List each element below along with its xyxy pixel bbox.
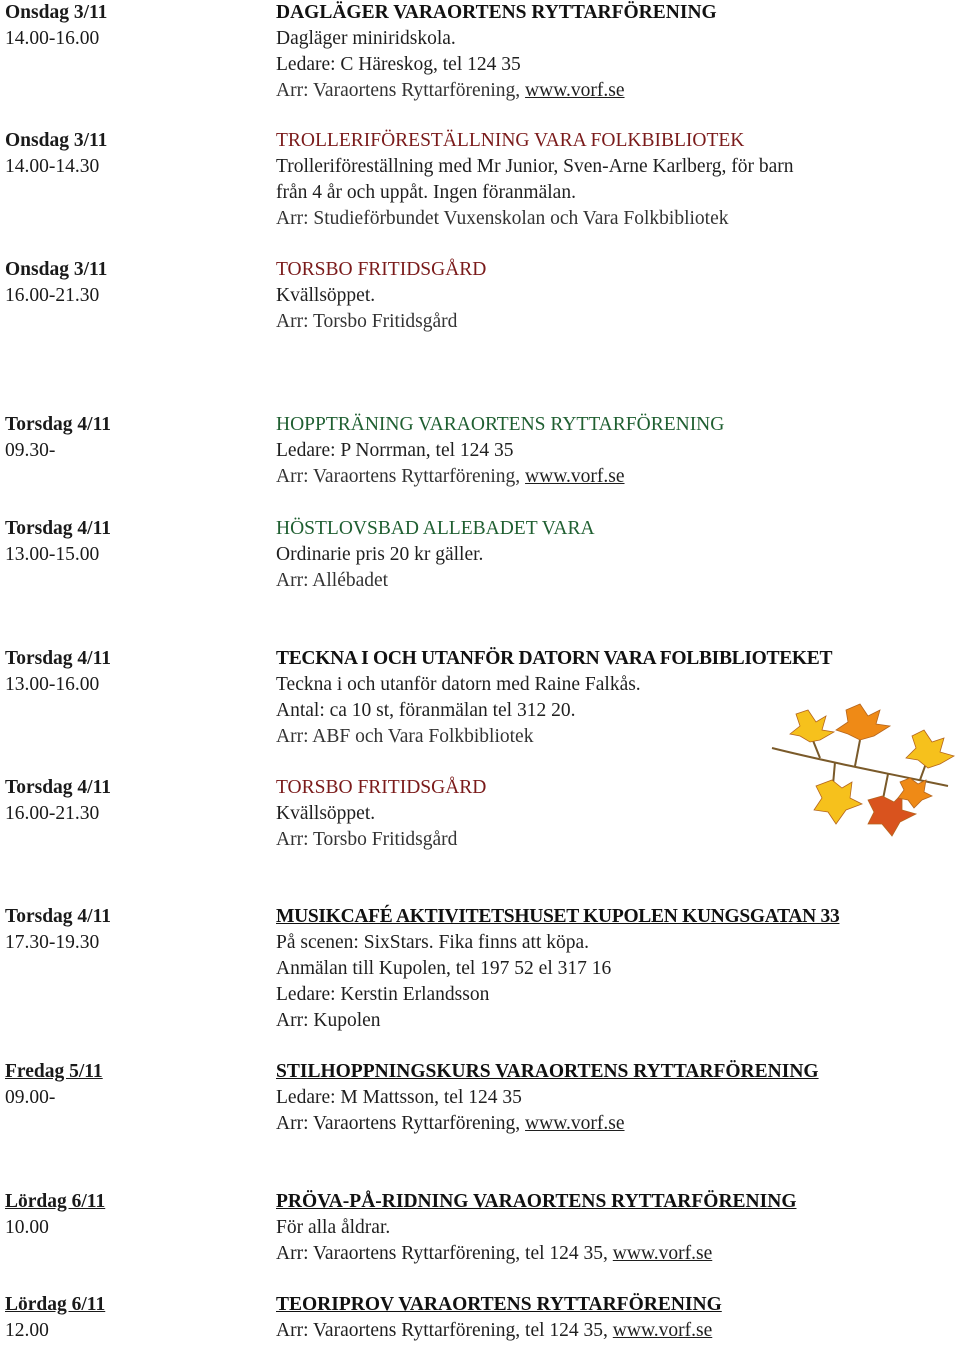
website-link[interactable]: www.vorf.se [612, 1320, 713, 1341]
event-title: TROLLERIFÖRESTÄLLNING VARA FOLKBIBLIOTEK [276, 130, 745, 151]
event-content [276, 516, 960, 594]
event-line: Arr: ABF och Vara Folkbibliotek [276, 726, 534, 747]
event-line: Dagläger miniridskola. [276, 28, 456, 49]
event-line-text: Arr: Varaortens Ryttarförening, tel 124 35, [276, 1243, 613, 1264]
event-time: 09.30- [5, 440, 56, 461]
event-time: 13.00-16.00 [5, 674, 100, 695]
event-line: Kvällsöppet. [276, 803, 376, 824]
event-time: 16.00-21.30 [5, 285, 100, 306]
event-line: från 4 år och uppåt. Ingen föranmälan. [276, 182, 576, 203]
event-line: Ledare: Kerstin Erlandsson [276, 984, 490, 1005]
event-line: På scenen: SixStars. Fika finns att köpa. [276, 932, 590, 953]
event-title: DAGLÄGER VARAORTENS RYTTARFÖRENING [276, 2, 717, 23]
event-title: TECKNA I OCH UTANFÖR DATORN VARA FOLBIBLIOTEKET [276, 648, 833, 669]
event-day: Torsdag 4/11 [5, 518, 112, 539]
leaf [790, 710, 834, 742]
event-line: Arr: Studieförbundet Vuxenskolan och Vara Folkbibliotek [276, 208, 729, 229]
event-line [276, 1111, 960, 1137]
event-time: 09.00- [5, 1087, 56, 1108]
event-time: 16.00-21.30 [5, 803, 100, 824]
event-time: 14.00-14.30 [5, 156, 100, 177]
website-link[interactable]: www.vorf.se [525, 1113, 625, 1134]
event-content [276, 128, 960, 232]
event-time: 12.00 [5, 1320, 49, 1341]
event-line-text: Arr: Varaortens Ryttarförening, [276, 1113, 526, 1134]
event-title: HOPPTRÄNING VARAORTENS RYTTARFÖRENING [276, 414, 725, 435]
event-line: Ledare: C Häreskog, tel 124 35 [276, 54, 521, 75]
event-content [276, 1189, 960, 1267]
event-time: 14.00-16.00 [5, 28, 100, 49]
event-line: Arr: Allébadet [276, 570, 389, 591]
event-line: Antal: ca 10 st, föranmälan tel 312 20. [276, 700, 576, 721]
leaf [906, 730, 954, 768]
event-day: Torsdag 4/11 [5, 906, 112, 927]
website-link[interactable]: www.vorf.se [525, 80, 625, 101]
event-line: Arr: Torsbo Fritidsgård [276, 829, 458, 850]
event-title: MUSIKCAFÉ AKTIVITETSHUSET KUPOLEN KUNGSGATAN 33 [276, 906, 840, 927]
event-day: Onsdag 3/11 [5, 2, 108, 23]
event-content [276, 904, 960, 1034]
event-time: 17.30-19.30 [5, 932, 100, 953]
event-line: Trolleriföreställning med Mr Junior, Sven-Arne Karlberg, för barn [276, 156, 794, 177]
event-title: HÖSTLOVSBAD ALLEBADET VARA [276, 518, 595, 539]
event-line-text: Arr: Varaortens Ryttarförening, [276, 466, 526, 487]
event-time: 10.00 [5, 1217, 49, 1238]
leaf [836, 704, 890, 740]
event-day: Onsdag 3/11 [5, 259, 108, 280]
event-day: Lördag 6/11 [5, 1191, 106, 1212]
event-day: Onsdag 3/11 [5, 130, 108, 151]
event-line: Ordinarie pris 20 kr gäller. [276, 544, 484, 565]
event-line [276, 1241, 960, 1267]
event-day: Fredag 5/11 [5, 1061, 103, 1082]
event-line: För alla åldrar. [276, 1217, 391, 1238]
event-day: Torsdag 4/11 [5, 777, 112, 798]
event-line: Anmälan till Kupolen, tel 197 52 el 317 16 [276, 958, 612, 979]
event-day: Lördag 6/11 [5, 1294, 106, 1315]
autumn-leaves-icon [760, 700, 960, 840]
leaf [814, 780, 862, 824]
event-title: PRÖVA-PÅ-RIDNING VARAORTENS RYTTARFÖRENING [276, 1191, 797, 1212]
event-content [276, 257, 960, 335]
website-link[interactable]: www.vorf.se [525, 466, 625, 487]
event-line-text: Arr: Varaortens Ryttarförening, tel 124 35, [276, 1320, 613, 1341]
event-line: Arr: Torsbo Fritidsgård [276, 311, 458, 332]
event-title: TORSBO FRITIDSGÅRD [276, 259, 487, 280]
event-content [276, 1059, 960, 1137]
event-content [276, 1292, 960, 1344]
event-title: TEORIPROV VARAORTENS RYTTARFÖRENING [276, 1294, 722, 1315]
event-line [276, 78, 960, 104]
event-line: Kvällsöppet. [276, 285, 376, 306]
event-line [276, 464, 960, 490]
website-link[interactable]: www.vorf.se [612, 1243, 713, 1264]
event-line: Ledare: P Norrman, tel 124 35 [276, 440, 514, 461]
event-line: Arr: Kupolen [276, 1010, 381, 1031]
event-line: Ledare: M Mattsson, tel 124 35 [276, 1087, 522, 1108]
event-day: Torsdag 4/11 [5, 414, 112, 435]
event-title: STILHOPPNINGSKURS VARAORTENS RYTTARFÖRENING [276, 1061, 819, 1082]
event-title: TORSBO FRITIDSGÅRD [276, 777, 487, 798]
event-time: 13.00-15.00 [5, 544, 100, 565]
event-content [276, 412, 960, 490]
event-line-text: Arr: Varaortens Ryttarförening, [276, 80, 526, 101]
event-day: Torsdag 4/11 [5, 648, 112, 669]
event-line: Teckna i och utanför datorn med Raine Falkås. [276, 674, 641, 695]
event-line [276, 1318, 960, 1344]
event-content [276, 0, 960, 104]
